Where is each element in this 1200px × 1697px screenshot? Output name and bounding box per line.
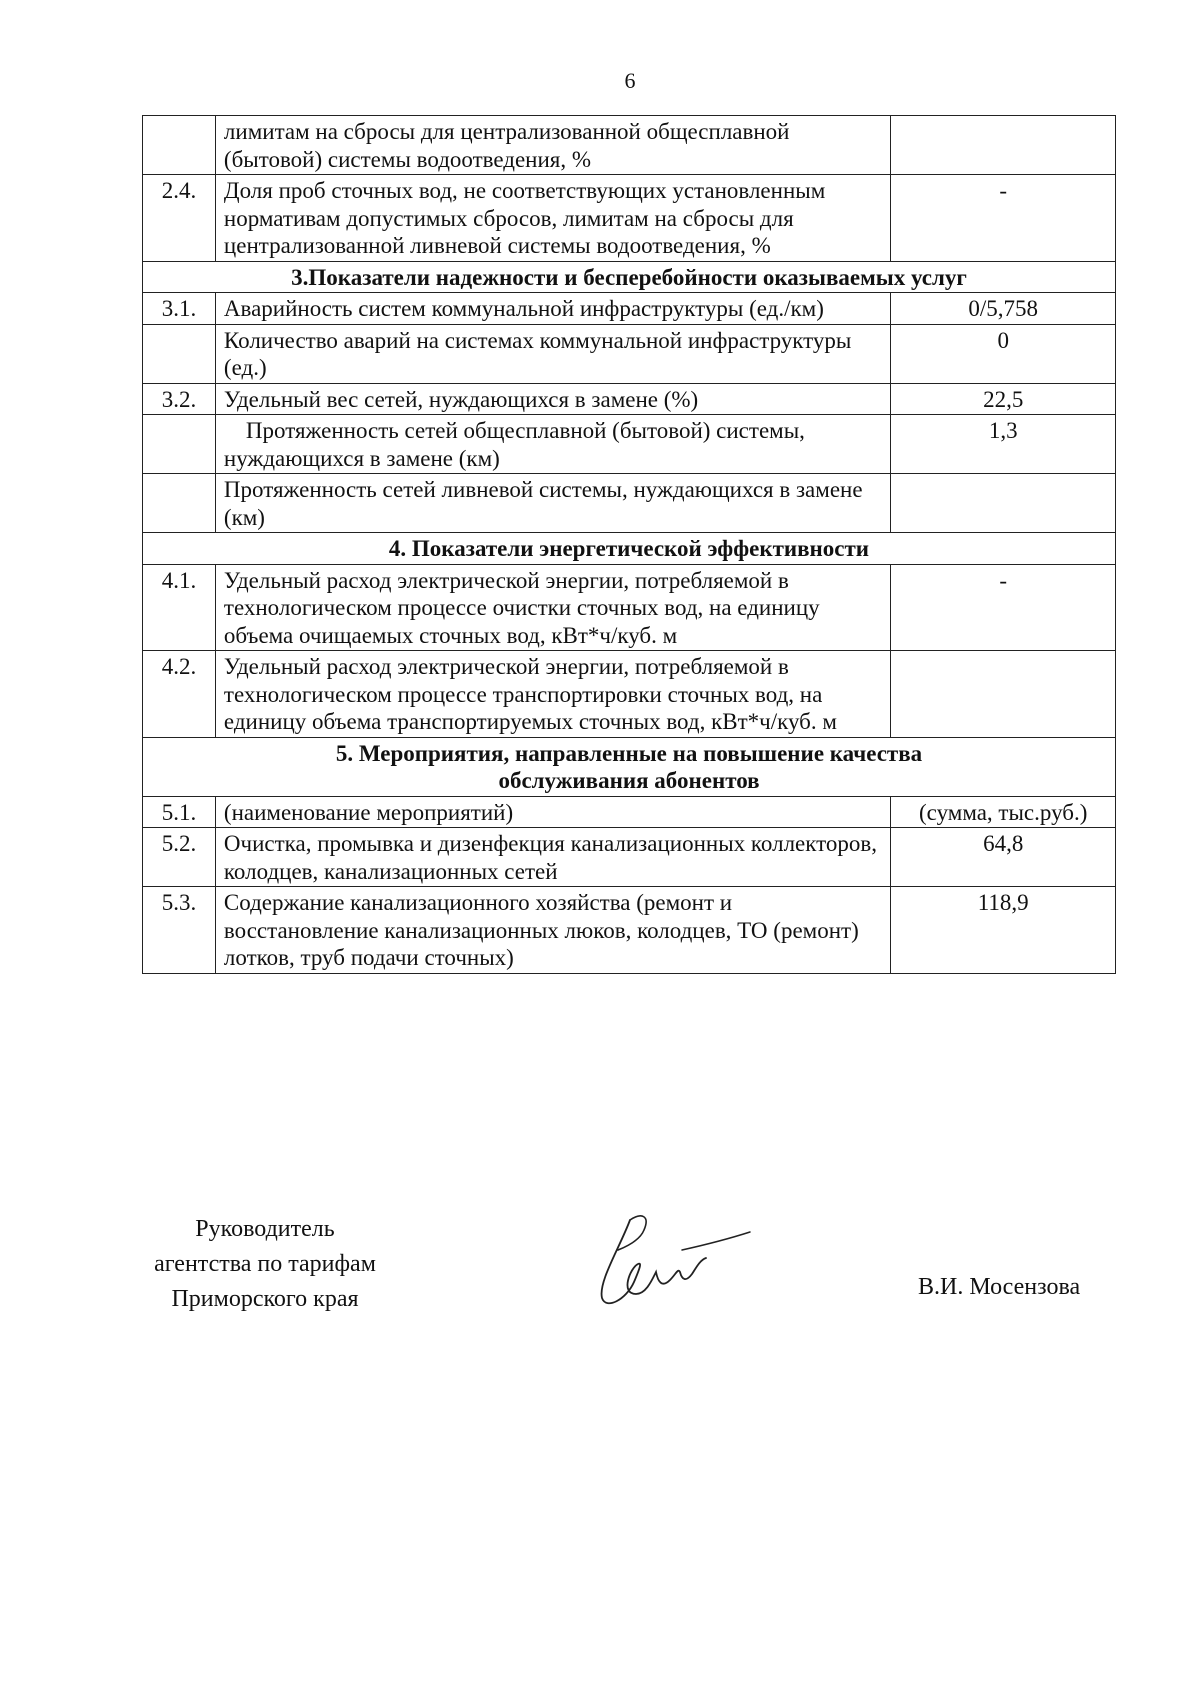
row-description: Протяженность сетей ливневой системы, нуждающихся в замене (км) (215, 474, 890, 533)
page-number: 6 (624, 68, 636, 93)
row-description: Удельный расход электрической энергии, потребляемой в технологическом процессе очистки сточных вод, на единицу объема очищаемых сточных вод, кВт*ч/куб. м (215, 564, 890, 651)
row-description: (наименование мероприятий) (215, 796, 890, 828)
table-row (143, 383, 1116, 415)
row-number (143, 474, 216, 533)
row-description: Удельный вес сетей, нуждающихся в замене (%) (215, 383, 890, 415)
row-value (891, 116, 1116, 175)
row-value: 0/5,758 (891, 293, 1116, 325)
section-row (143, 261, 1116, 293)
row-value: 118,9 (891, 887, 1116, 974)
table-row (143, 116, 1116, 175)
row-value: 64,8 (891, 828, 1116, 887)
row-number (143, 324, 216, 383)
section-row (143, 533, 1116, 565)
signature-block (0, 1212, 1200, 1332)
row-description: Очистка, промывка и дизенфекция канализационных коллекторов, колодцев, канализационных сетей (215, 828, 890, 887)
row-description: Удельный расход электрической энергии, потребляемой в технологическом процессе транспортировки сточных вод, на единицу объема транспортируемых сточных вод, кВт*ч/куб. м (215, 651, 890, 738)
table-row (143, 175, 1116, 262)
row-value (891, 474, 1116, 533)
row-number: 2.4. (143, 175, 216, 262)
row-value: - (891, 564, 1116, 651)
row-number: 3.1. (143, 293, 216, 325)
row-number: 4.2. (143, 651, 216, 738)
table-row (143, 293, 1116, 325)
row-number: 5.1. (143, 796, 216, 828)
row-description: Доля проб сточных вод, не соответствующих установленным нормативам допустимых сбросов, лимитам на сбросы для централизованной ливневой системы водоотведения, % (215, 175, 890, 262)
row-value: - (891, 175, 1116, 262)
signer-position (140, 1212, 390, 1317)
section-heading: 4. Показатели энергетической эффективности (143, 533, 1116, 565)
row-description: Содержание канализационного хозяйства (ремонт и восстановление канализационных люков, колодцев, ТО (ремонт) лотков, труб подачи сточных) (215, 887, 890, 974)
table-row (143, 887, 1116, 974)
position-line: Руководитель (195, 1216, 335, 1242)
row-number: 4.1. (143, 564, 216, 651)
row-value: 22,5 (891, 383, 1116, 415)
section-heading: 3.Показатели надежности и бесперебойности оказываемых услуг (143, 261, 1116, 293)
section-row (143, 737, 1116, 796)
table-row (143, 828, 1116, 887)
indicators-table (142, 115, 1116, 974)
row-value: 1,3 (891, 415, 1116, 474)
signer-name: В.И. Мосензова (918, 1274, 1081, 1300)
row-number: 5.3. (143, 887, 216, 974)
position-line: Приморского края (171, 1286, 359, 1312)
section-heading: 5. Мероприятия, направленные на повышение качества обслуживания абонентов (143, 737, 1116, 796)
row-description: Протяженность сетей общесплавной (бытовой) системы, нуждающихся в замене (км) (223, 418, 805, 471)
row-description: Аварийность систем коммунальной инфраструктуры (ед./км) (215, 293, 890, 325)
row-number (143, 116, 216, 175)
row-description: лимитам на сбросы для централизованной общесплавной (бытовой) системы водоотведения, % (215, 116, 890, 175)
row-number: 5.2. (143, 828, 216, 887)
table-row (143, 415, 1116, 474)
table-row (143, 564, 1116, 651)
table-row (143, 474, 1116, 533)
row-value: (сумма, тыс.руб.) (891, 796, 1116, 828)
row-value (891, 651, 1116, 738)
table-row (143, 651, 1116, 738)
row-value: 0 (891, 324, 1116, 383)
table-row (143, 796, 1116, 828)
row-description: Количество аварий на системах коммунальной инфраструктуры (ед.) (215, 324, 890, 383)
row-number: 3.2. (143, 383, 216, 415)
table-row (143, 324, 1116, 383)
row-number (143, 415, 216, 474)
handwritten-signature (590, 1202, 760, 1312)
position-line: агентства по тарифам (154, 1251, 376, 1277)
